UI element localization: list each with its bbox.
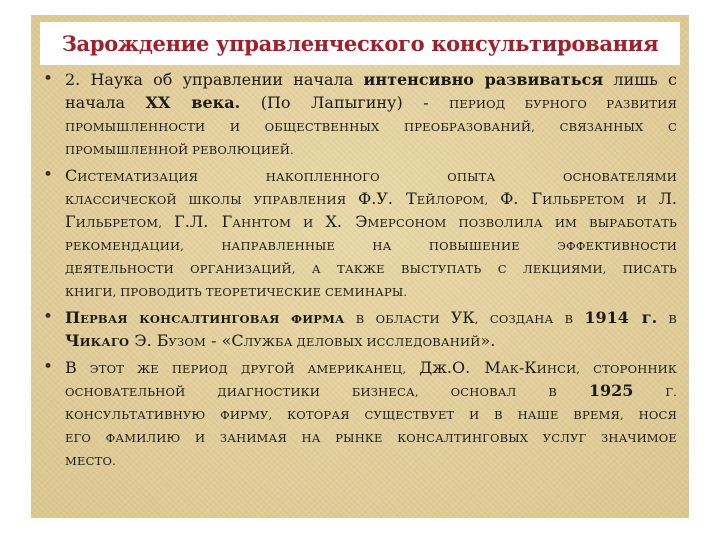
text-segment: интенсивно развиваться: [363, 70, 604, 89]
text-segment: АННТОМ И: [232, 216, 326, 230]
text-segment: 1925: [588, 381, 634, 400]
text-line: [65, 137, 677, 160]
text-line: [65, 279, 677, 302]
title-bar: [40, 22, 680, 65]
text-segment: В: [65, 358, 77, 377]
text-segment: С: [65, 166, 78, 185]
text-segment: КНИГИ, ПРОВОДИТЬ ТЕОРЕТИЧЕСКИЕ СЕМИНАРЫ.: [65, 285, 408, 299]
text-segment: ПРОМЫШЛЕННОЙ РЕВОЛЮЦИЕЙ.: [65, 143, 294, 157]
text-segment: ДЕЯТЕЛЬНОСТИ ОРГАНИЗАЦИЙ, А ТАКЖЕ ВЫСТУПАТЬ С ЛЕКЦИЯМИ, ПИСАТЬ: [65, 262, 677, 276]
bullet-marker: •: [43, 165, 54, 185]
text-segment: ЕЙЛОРОМ,: [416, 193, 501, 207]
text-segment: Г: [65, 212, 76, 231]
text-line: [65, 187, 677, 210]
text-segment: ПЕРИОД БУРНОГО РАЗВИТИЯ: [449, 97, 677, 111]
text-segment: -К: [518, 358, 537, 377]
text-line: [65, 306, 677, 329]
bullet-item: [41, 68, 677, 160]
bullet-marker: •: [43, 69, 54, 89]
text-segment: МЕСТО.: [65, 454, 116, 468]
text-segment: КЛАССИЧЕСКОЙ ШКОЛЫ УПРАВЛЕНИЯ: [65, 193, 358, 207]
bullet-item: [41, 164, 677, 302]
text-segment: Ч: [65, 331, 80, 350]
text-segment: ИКАГО: [79, 335, 130, 349]
text-segment: П: [65, 308, 81, 327]
bullet-marker: •: [43, 307, 54, 327]
text-segment: УЗОМ: [168, 335, 207, 349]
text-line: [65, 68, 677, 91]
text-line: [65, 164, 677, 187]
text-line: [65, 233, 677, 256]
text-segment: ИЛЬБРЕТОМ И: [542, 193, 659, 207]
text-segment: ИНСИ, СТОРОННИК: [536, 362, 678, 376]
slide-title: Зарождение управленческого консультирования: [61, 31, 659, 56]
text-segment: - «С: [206, 331, 244, 350]
text-line: [65, 329, 677, 352]
text-segment: АК: [500, 362, 519, 376]
text-segment: ЭТОТ ЖЕ ПЕРИОД ДРУГОЙ АМЕРИКАНЕЦ,: [76, 362, 420, 376]
text-segment: КОНСУЛЬТАТИВНУЮ ФИРМУ, КОТОРАЯ СУЩЕСТВУЕТ И В НАШЕ ВРЕМЯ, НОСЯ: [65, 408, 677, 422]
bullet-item: [41, 356, 677, 471]
text-segment: ПРОМЫШЛЕННОСТИ И ОБЩЕСТВЕННЫХ ПРЕОБРАЗОВАНИЙ, СВЯЗАННЫХ С: [65, 120, 677, 134]
text-segment: Ф.У. Т: [357, 189, 417, 208]
text-segment: Дж.О. М: [419, 358, 501, 377]
text-segment: ХХ века.: [145, 93, 241, 112]
text-segment: 2. Наука об управлении начала: [65, 70, 364, 89]
text-segment: ИСТЕМАТИЗАЦИЯ НАКОПЛЕННОГО ОПЫТА ОСНОВАТЕЛЯМИ: [77, 170, 677, 184]
text-segment: начала: [65, 93, 146, 112]
text-segment: Х. Э: [325, 212, 368, 231]
bullet-item: [41, 306, 677, 352]
text-segment: РЕКОМЕНДАЦИИ, НАПРАВЛЕННЫЕ НА ПОВЫШЕНИЕ ЭФФЕКТИВНОСТИ: [65, 239, 677, 253]
slide: [31, 15, 689, 518]
text-segment: В ОБЛАСТИ: [344, 312, 451, 326]
text-line: [65, 114, 677, 137]
text-line: [65, 91, 677, 114]
text-segment: , СОЗДАНА В: [474, 312, 585, 326]
text-segment: ОСНОВАТЕЛЬНОЙ ДИАГНОСТИКИ БИЗНЕСА, ОСНОВАЛ В: [65, 385, 589, 399]
bullet-list: [41, 68, 677, 475]
text-segment: ».: [480, 331, 496, 350]
text-segment: ЕРВАЯ КОНСАЛТИНГОВАЯ ФИРМА: [80, 312, 345, 326]
text-segment: Г.: [633, 385, 677, 399]
text-segment: УК: [450, 308, 475, 327]
text-segment: Ф. Г: [500, 189, 543, 208]
text-segment: Л.: [658, 189, 678, 208]
text-segment: лишь с: [603, 70, 678, 89]
text-line: [65, 379, 677, 402]
text-segment: ЕГО ФАМИЛИЮ И ЗАНИМАЯ НА РЫНКЕ КОНСАЛТИНГОВЫХ УСЛУГ ЗНАЧИМОЕ: [65, 431, 677, 445]
text-segment: В: [657, 312, 678, 326]
text-segment: ИЛЬБРЕТОМ,: [75, 216, 175, 230]
text-line: [65, 448, 677, 471]
text-segment: Г.Л. Г: [174, 212, 233, 231]
text-line: [65, 402, 677, 425]
text-segment: МЕРСОНОМ ПОЗВОЛИЛА ИМ ВЫРАБОТАТЬ: [367, 216, 678, 230]
text-line: [65, 425, 677, 448]
text-segment: Э. Б: [129, 331, 169, 350]
text-segment: (По Лапыгину) -: [240, 93, 450, 112]
text-line: [65, 256, 677, 279]
text-segment: 1914 г.: [584, 308, 658, 327]
text-line: [65, 210, 677, 233]
bullet-marker: •: [43, 357, 54, 377]
text-segment: ЛУЖБА ДЕЛОВЫХ ИССЛЕДОВАНИЙ: [243, 335, 481, 349]
text-line: [65, 356, 677, 379]
